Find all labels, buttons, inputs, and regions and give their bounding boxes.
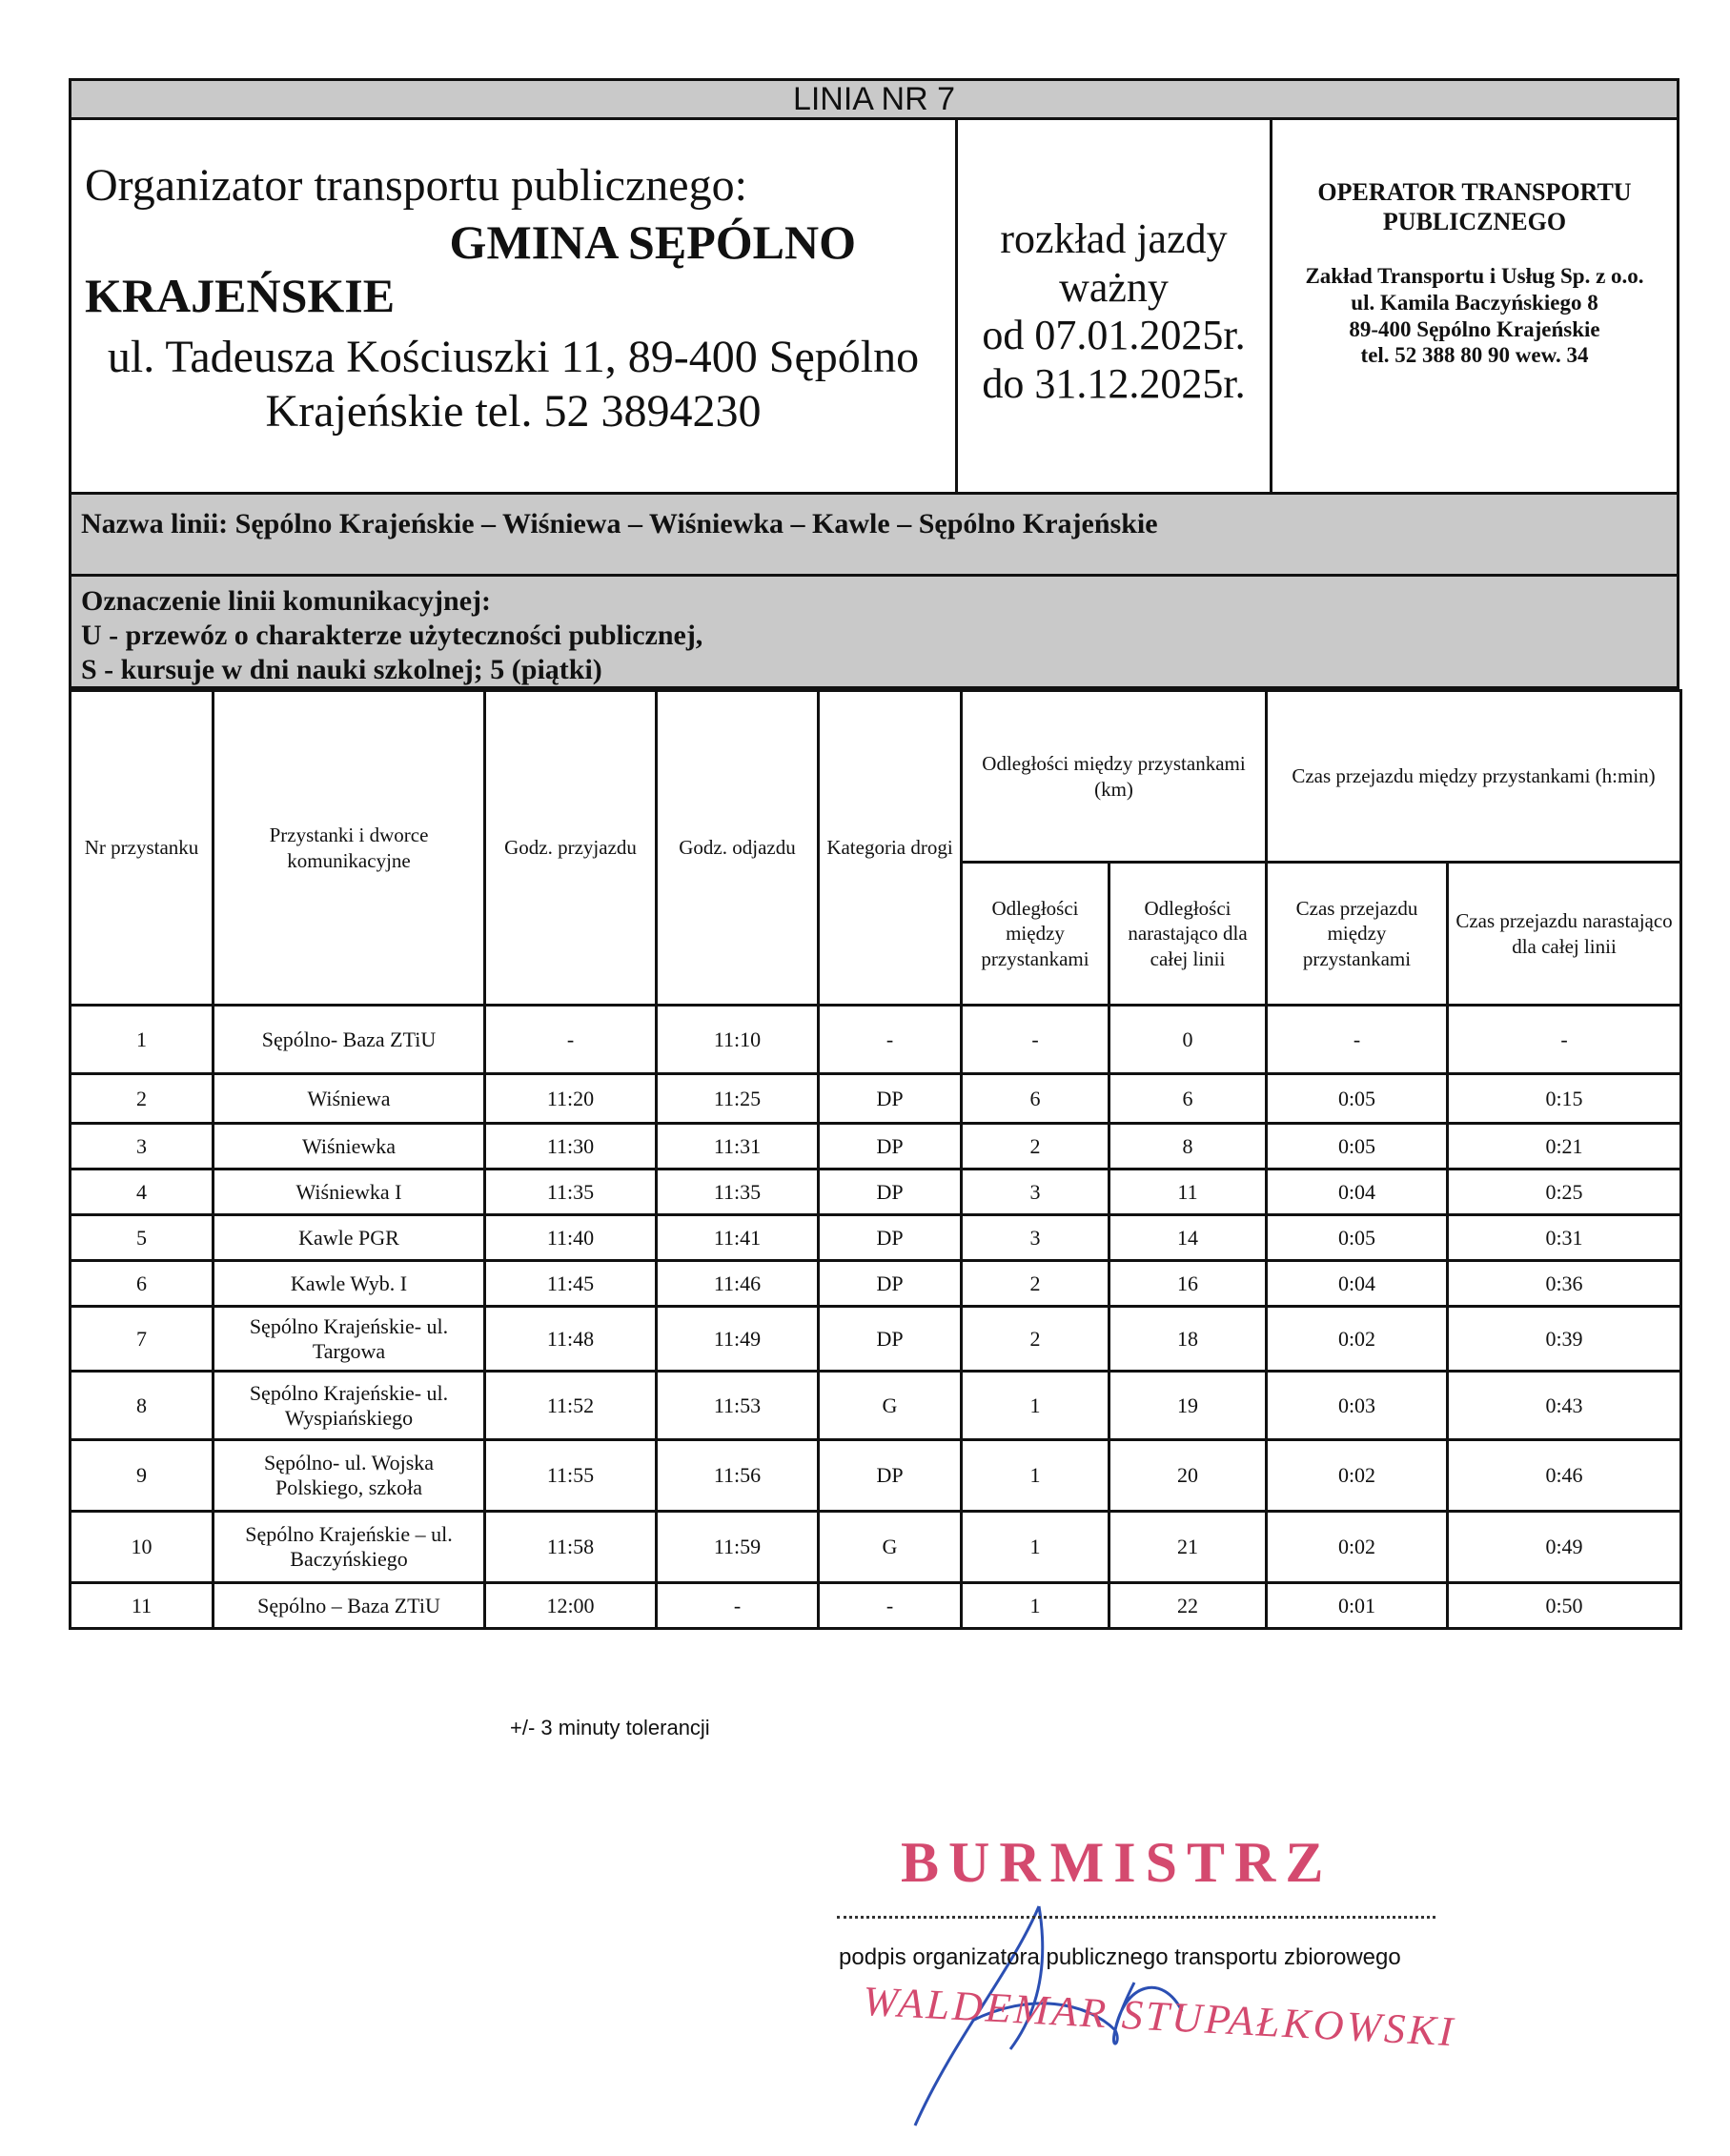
tolerance-note: +/- 3 minuty tolerancji <box>510 1716 710 1739</box>
cell-nr: 8 <box>71 1372 214 1440</box>
cell-arrival: 11:30 <box>485 1124 657 1170</box>
cell-time-cumulative: 0:50 <box>1448 1583 1681 1629</box>
legend-title: Oznaczenie linii komunikacyjnej: <box>81 585 491 617</box>
cell-arrival: 12:00 <box>485 1583 657 1629</box>
cell-departure: - <box>657 1583 819 1629</box>
cell-time: - <box>1267 1006 1448 1074</box>
header-road-category: Kategoria drogi <box>819 691 962 1006</box>
cell-distance: - <box>962 1006 1109 1074</box>
name-stamp: WALDEMAR STUPAŁKOWSKI <box>862 1977 1457 2056</box>
cell-time-cumulative: 0:21 <box>1448 1124 1681 1170</box>
cell-distance: 1 <box>962 1512 1109 1583</box>
cell-road-category: DP <box>819 1215 962 1261</box>
header-distance-group: Odległości między przystankami (km) <box>962 691 1267 863</box>
cell-departure: 11:56 <box>657 1440 819 1512</box>
cell-arrival: 11:35 <box>485 1170 657 1215</box>
cell-nr: 4 <box>71 1170 214 1215</box>
cell-stop: Sępólno- Baza ZTiU <box>214 1006 485 1074</box>
table-row <box>71 1261 1681 1307</box>
header-time-group: Czas przejazdu między przystankami (h:min) <box>1267 691 1681 863</box>
cell-stop: Wiśniewka <box>214 1124 485 1170</box>
cell-arrival: 11:55 <box>485 1440 657 1512</box>
header-arrival: Godz. przyjazdu <box>485 691 657 1006</box>
cell-time-cumulative: 0:31 <box>1448 1215 1681 1261</box>
table-row <box>71 1583 1681 1629</box>
info-row <box>69 120 1679 495</box>
cell-departure: 11:46 <box>657 1261 819 1307</box>
cell-time-cumulative: 0:39 <box>1448 1307 1681 1372</box>
cell-stop: Wiśniewka I <box>214 1170 485 1215</box>
cell-arrival: 11:20 <box>485 1074 657 1124</box>
cell-time-cumulative: 0:25 <box>1448 1170 1681 1215</box>
timetable <box>69 689 1682 1630</box>
signature-label: podpis organizatora publicznego transportu zbiorowego <box>839 1944 1401 1970</box>
cell-time-cumulative: 0:46 <box>1448 1440 1681 1512</box>
cell-distance: 3 <box>962 1170 1109 1215</box>
cell-distance: 1 <box>962 1583 1109 1629</box>
header-stops: Przystanki i dworce komunikacyjne <box>214 691 485 1006</box>
operator-city: 89-400 Sępólno Krajeńskie <box>1349 316 1600 341</box>
header-nr: Nr przystanku <box>71 691 214 1006</box>
table-row <box>71 1372 1681 1440</box>
legend-s: S - kursuje w dni nauki szkolnej; 5 (piątki) <box>81 654 602 685</box>
cell-road-category: G <box>819 1372 962 1440</box>
cell-time-cumulative: 0:36 <box>1448 1261 1681 1307</box>
cell-departure: 11:10 <box>657 1006 819 1074</box>
cell-road-category: DP <box>819 1124 962 1170</box>
mayor-stamp: BURMISTRZ <box>901 1831 1333 1894</box>
line-title: LINIA NR 7 <box>69 78 1679 120</box>
cell-distance-cumulative: 16 <box>1109 1261 1267 1307</box>
cell-nr: 6 <box>71 1261 214 1307</box>
cell-road-category: - <box>819 1583 962 1629</box>
cell-distance: 1 <box>962 1372 1109 1440</box>
organizer-box <box>71 120 958 492</box>
cell-stop: Sępólno- ul. Wojska Polskiego, szkoła <box>214 1440 485 1512</box>
cell-departure: 11:31 <box>657 1124 819 1170</box>
cell-time-cumulative: 0:15 <box>1448 1074 1681 1124</box>
operator-box <box>1272 120 1677 492</box>
cell-time-cumulative: 0:43 <box>1448 1372 1681 1440</box>
cell-arrival: 11:58 <box>485 1512 657 1583</box>
line-name: Nazwa linii: Sępólno Krajeńskie – Wiśniewa – Wiśniewka – Kawle – Sępólno Krajeńskie <box>69 495 1679 577</box>
cell-time: 0:04 <box>1267 1261 1448 1307</box>
cell-stop: Kawle PGR <box>214 1215 485 1261</box>
cell-stop: Sępólno Krajeńskie- ul. Targowa <box>214 1307 485 1372</box>
cell-nr: 2 <box>71 1074 214 1124</box>
cell-distance: 6 <box>962 1074 1109 1124</box>
cell-road-category: DP <box>819 1440 962 1512</box>
cell-arrival: - <box>485 1006 657 1074</box>
cell-departure: 11:53 <box>657 1372 819 1440</box>
cell-nr: 7 <box>71 1307 214 1372</box>
cell-nr: 9 <box>71 1440 214 1512</box>
cell-road-category: - <box>819 1006 962 1074</box>
cell-time: 0:05 <box>1267 1215 1448 1261</box>
organizer-label: Organizator transportu publicznego: <box>85 160 747 211</box>
cell-road-category: DP <box>819 1074 962 1124</box>
signature-dotted-line <box>837 1916 1435 1919</box>
cell-arrival: 11:40 <box>485 1215 657 1261</box>
cell-departure: 11:49 <box>657 1307 819 1372</box>
cell-departure: 11:41 <box>657 1215 819 1261</box>
validity-from: od 07.01.2025r. <box>982 312 1246 359</box>
operator-company: Zakład Transportu i Usług Sp. z o.o. <box>1305 264 1644 289</box>
cell-departure: 11:25 <box>657 1074 819 1124</box>
header-departure: Godz. odjazdu <box>657 691 819 1006</box>
table-row <box>71 1215 1681 1261</box>
cell-nr: 5 <box>71 1215 214 1261</box>
cell-distance-cumulative: 22 <box>1109 1583 1267 1629</box>
cell-departure: 11:35 <box>657 1170 819 1215</box>
cell-road-category: G <box>819 1512 962 1583</box>
header-time-cumulative: Czas przejazdu narastająco dla całej linii <box>1448 863 1681 1006</box>
cell-road-category: DP <box>819 1170 962 1215</box>
cell-distance: 1 <box>962 1440 1109 1512</box>
cell-stop: Kawle Wyb. I <box>214 1261 485 1307</box>
cell-arrival: 11:45 <box>485 1261 657 1307</box>
table-row <box>71 1307 1681 1372</box>
cell-distance-cumulative: 18 <box>1109 1307 1267 1372</box>
cell-time: 0:03 <box>1267 1372 1448 1440</box>
validity-to: do 31.12.2025r. <box>982 359 1246 407</box>
validity-box <box>958 120 1272 492</box>
cell-stop: Sępólno Krajeńskie- ul. Wyspiańskiego <box>214 1372 485 1440</box>
cell-road-category: DP <box>819 1261 962 1307</box>
organizer-name-line1: GMINA SĘPÓLNO <box>449 214 856 269</box>
cell-nr: 3 <box>71 1124 214 1170</box>
table-row <box>71 1124 1681 1170</box>
operator-phone: tel. 52 388 80 90 wew. 34 <box>1360 343 1589 368</box>
cell-time: 0:04 <box>1267 1170 1448 1215</box>
operator-street: ul. Kamila Baczyńskiego 8 <box>1351 290 1598 315</box>
cell-stop: Sępólno – Baza ZTiU <box>214 1583 485 1629</box>
header-time-between: Czas przejazdu między przystankami <box>1267 863 1448 1006</box>
table-row <box>71 1512 1681 1583</box>
cell-distance-cumulative: 6 <box>1109 1074 1267 1124</box>
cell-time: 0:05 <box>1267 1124 1448 1170</box>
header-distance-cumulative: Odległości narastająco dla całej linii <box>1109 863 1267 1006</box>
cell-distance: 2 <box>962 1124 1109 1170</box>
validity-line2: ważny <box>1059 263 1169 311</box>
cell-arrival: 11:52 <box>485 1372 657 1440</box>
operator-title: OPERATOR TRANSPORTU PUBLICZNEGO <box>1317 178 1632 236</box>
cell-nr: 1 <box>71 1006 214 1074</box>
timetable-frame <box>69 78 1679 1630</box>
cell-time: 0:01 <box>1267 1583 1448 1629</box>
organizer-address: ul. Tadeusza Kościuszki 11, 89-400 Sępólno Krajeńskie tel. 52 3894230 <box>107 331 920 437</box>
table-row <box>71 1170 1681 1215</box>
table-row <box>71 1440 1681 1512</box>
cell-stop: Sępólno Krajeńskie – ul. Baczyńskiego <box>214 1512 485 1583</box>
cell-nr: 10 <box>71 1512 214 1583</box>
organizer-name-line2: KRAJEŃSKIE <box>85 268 396 322</box>
cell-time: 0:05 <box>1267 1074 1448 1124</box>
validity-line1: rozkład jazdy <box>1000 215 1228 262</box>
table-row <box>71 1006 1681 1074</box>
cell-time: 0:02 <box>1267 1440 1448 1512</box>
cell-distance-cumulative: 20 <box>1109 1440 1267 1512</box>
cell-time-cumulative: - <box>1448 1006 1681 1074</box>
line-legend <box>69 577 1679 689</box>
timetable-body <box>71 1006 1681 1629</box>
cell-road-category: DP <box>819 1307 962 1372</box>
cell-nr: 11 <box>71 1583 214 1629</box>
cell-distance: 3 <box>962 1215 1109 1261</box>
cell-distance: 2 <box>962 1261 1109 1307</box>
cell-distance: 2 <box>962 1307 1109 1372</box>
cell-distance-cumulative: 0 <box>1109 1006 1267 1074</box>
cell-distance-cumulative: 14 <box>1109 1215 1267 1261</box>
cell-departure: 11:59 <box>657 1512 819 1583</box>
cell-distance-cumulative: 19 <box>1109 1372 1267 1440</box>
cell-time: 0:02 <box>1267 1512 1448 1583</box>
legend-u: U - przewóz o charakterze użyteczności publicznej, <box>81 620 703 651</box>
cell-time-cumulative: 0:49 <box>1448 1512 1681 1583</box>
cell-arrival: 11:48 <box>485 1307 657 1372</box>
cell-time: 0:02 <box>1267 1307 1448 1372</box>
table-row <box>71 1074 1681 1124</box>
cell-stop: Wiśniewa <box>214 1074 485 1124</box>
cell-distance-cumulative: 11 <box>1109 1170 1267 1215</box>
cell-distance-cumulative: 8 <box>1109 1124 1267 1170</box>
header-distance-between: Odległości między przystankami <box>962 863 1109 1006</box>
cell-distance-cumulative: 21 <box>1109 1512 1267 1583</box>
